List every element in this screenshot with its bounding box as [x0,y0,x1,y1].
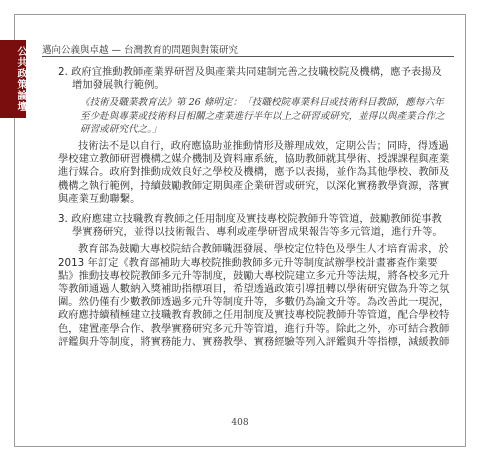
paragraph-1: 技術法不是以自行，政府應協助並推動情形及辦理成效，定期公告；同時，得透過學校建立教師研習機構之媒介機制及資料庫系統，協助教師就其學術、授課課程與產業進行媒合。政府對推動成效良好之學校及機構，應予以表揚，並作為其他學校、教師及機構之執行範例，持續鼓勵教師定期與產企業研習或研究，以深化實務教學資源，落實與產業互動聯繫。 [58,140,450,205]
law-quote: 《技術及職業教育法》第 26 條明定：「技職校院專業科目或技術科目教師，應每六年至少赴與專業或技術科目相關之產業進行半年以上之研習或研究，並得以與產業合作之研習或研究代之。」 [80,97,445,135]
header-title: 邁向公義與卓越 — 台灣教育的問題與對策研究 [42,45,239,56]
page-content [58,66,452,349]
page-number: 408 [231,418,249,428]
section-side-tab [0,40,26,118]
list-item-2: 2. 政府宜推動教師產業界研習及與產業共同建制完善之技職校院及機構，應予表揚及增加發展執行範例。 [58,66,442,92]
running-header [42,42,452,56]
side-tab-label: 公共政策論壇 [15,46,26,112]
header-rule [42,56,454,57]
list-item-3: 3. 政府應建立技職教育教師之任用制度及實技專校院教師升等管道，鼓勵教師從事教學實務研究，並得以技術報告、專利或產學研習成果報告等多元管道，進行升等。 [58,213,443,239]
paragraph-2: 教育部為鼓勵大專校院結合教師職涯發展、學校定位特色及學生人才培育需求，於 2013 年訂定《教育部補助大專校院推動教師多元升等制度試辦學校計畫審查作業要點》推動技專校院教師多元升等制度，鼓勵大專校院建立多元升等法規，將各校多元升等教師通過人數納入獎補助指標項目，希望透過政策引導扭轉以學術研究做為升等之氛圍。然仍僅有少數教師透過多元升等制度升等，多數仍為論文升等。為改善此一現況，政府應持續積極建立技職教育教師之任用制度及實技專校院教師升等管道，配合學校特色，建置產學合作、教學實務研究多元升等管道，進行升等。除此之外，亦可結合教師評鑑與升等制度，將實務能力、實務教學、實務經驗等列入評鑑與升等指標，減緩教師 [58,243,450,348]
